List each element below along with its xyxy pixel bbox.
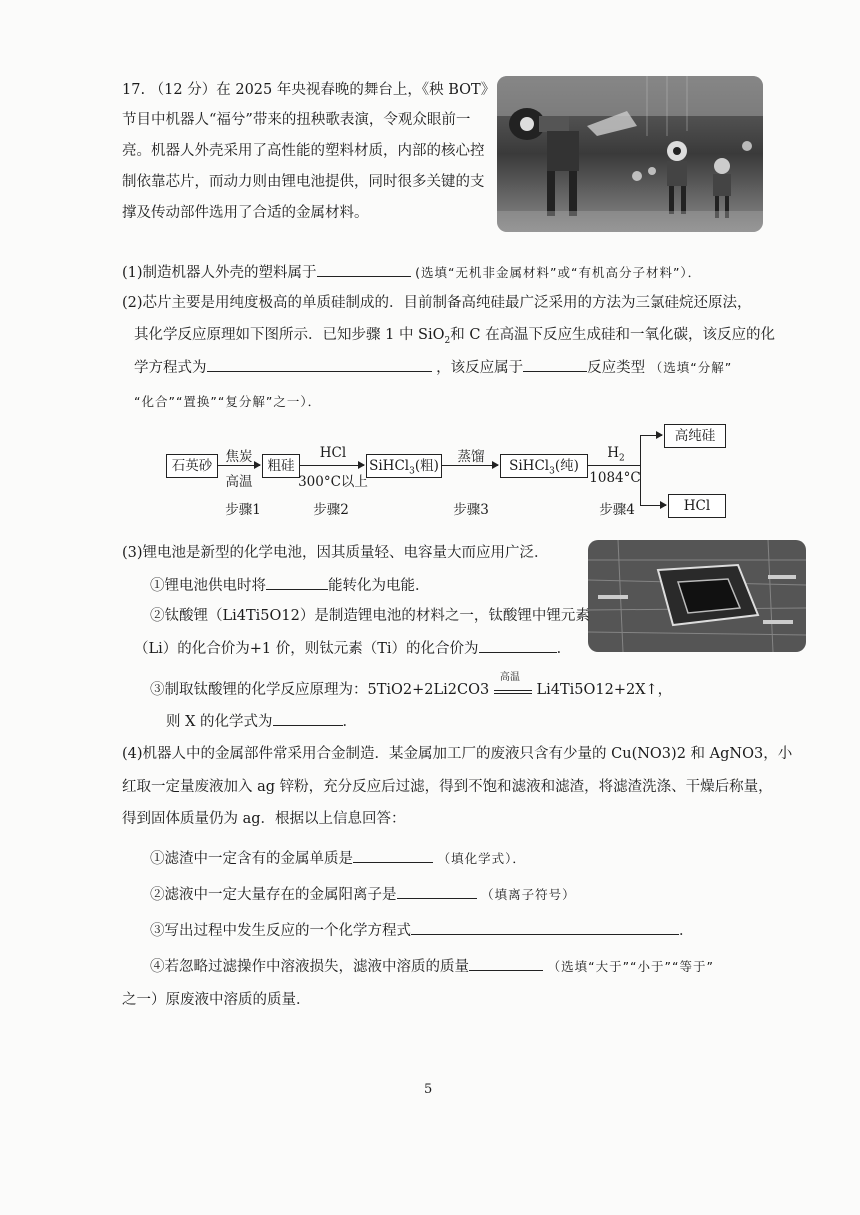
flow-box-hcl: HCl: [668, 494, 726, 518]
flow-label-300c: 300°C以上: [298, 474, 368, 490]
q4-item-1a: ①滤渣中一定含有的金属单质是: [150, 851, 353, 867]
q4-residue-metal-blank[interactable]: [353, 848, 433, 863]
q3-item-2b: （Li）的化合价为+1 价，则钛元素（Ti）的化合价为: [134, 641, 479, 657]
q2-line-2a: 其化学反应原理如下图所示．已知步骤 1 中 SiO: [134, 327, 445, 343]
q2-line-3a: 学方程式为: [134, 360, 207, 376]
q4-equation-blank[interactable]: [411, 920, 679, 935]
q3-item-1b: 能转化为电能．: [328, 578, 430, 594]
flow-step-3: 步骤3: [453, 502, 489, 518]
q3-item-3b: Li4Ti5O12+2X↑，: [536, 682, 673, 698]
flow-line-4: [588, 465, 640, 466]
q3-item-1a: ①锂电池供电时将: [150, 578, 266, 594]
q3-item-3: [150, 672, 673, 700]
q3-item-1: [150, 575, 430, 596]
flow-label-distill: 蒸馏: [457, 449, 485, 465]
q3-item-2-line1: ②钛酸锂（Li4Ti5O12）是制造锂电池的材料之一，钛酸锂中锂元素: [150, 608, 590, 624]
intro-line-3: 亮。机器人外壳采用了高性能的塑料材质，内部的核心控: [122, 143, 485, 159]
q4-item-2: [150, 884, 576, 905]
q4-line-2: 红取一定量废液加入 ag 锌粉，充分反应后过滤，得到不饱和滤液和滤渣，将滤渣洗涤、干燥后称量，: [122, 779, 773, 795]
q4-item-1: [150, 848, 526, 869]
q4-item-3: ③写出过程中发生反应的一个化学方程式 ．: [150, 920, 694, 941]
robot-stage-photo: [497, 76, 763, 232]
q2-hint-1: （选填“分解”: [649, 360, 733, 375]
chip-photo: [588, 540, 806, 652]
intro-line-4: 制依靠芯片，而动力则由锂电池提供，同时很多关键的支: [122, 174, 485, 190]
q3-energy-blank[interactable]: [266, 575, 328, 590]
flow-arrow-1: [218, 465, 260, 466]
q3-ti-valence-blank[interactable]: [479, 638, 557, 653]
flow-label-hcl: HCl: [319, 445, 347, 461]
flow-label-h2: $H_2$: [607, 445, 625, 464]
flow-label-coke: 焦炭: [225, 449, 253, 465]
q3-item-4: 则 X 的化学式为 ．: [166, 711, 357, 732]
flow-step-2: 步骤2: [313, 502, 349, 518]
q4-item-1-hint: （填化学式）．: [437, 851, 526, 866]
intro-line-2: 节目中机器人“福兮”带来的扭秧歌表演，令观众眼前一: [122, 112, 471, 128]
q3-item-2-line2: （Li）的化合价为+1 价，则钛元素（Ti）的化合价为 ．: [134, 638, 571, 659]
q1-text: (1)制造机器人外壳的塑料属于: [122, 265, 317, 281]
intro-line-5: 撑及传动部件选用了合适的金属材料。: [122, 205, 369, 221]
q3-condition-label: 高温: [499, 672, 520, 683]
flow-box-crude-silicon: 粗硅: [262, 454, 300, 478]
q2-line-2b: 和 C 在高温下反应生成硅和一氧化碳，该反应的化: [450, 327, 776, 343]
q4-item-4-hint: （选填“大于”“小于”“等于”: [547, 959, 714, 974]
q3-item-3a: ③制取钛酸锂的化学反应原理为：5TiO2+2Li2CO3: [150, 682, 490, 698]
flow-label-high-temp: 高温: [225, 474, 253, 490]
q4-item-2-hint: （填离子符号）: [481, 887, 576, 902]
q4-item-4-cont: 之一）原废液中溶质的质量．: [122, 992, 311, 1008]
flow-arrow-2: [300, 465, 364, 466]
q4-line-3: 得到固体质量仍为 ag．根据以上信息回答：: [122, 811, 406, 827]
q4-solute-mass-blank[interactable]: [469, 956, 543, 971]
q2-line-3c: 反应类型: [587, 360, 646, 376]
q1-hint: (选填“无机非金属材料”或“有机高分子材料”）．: [415, 265, 702, 280]
flow-box-quartz-sand: 石英砂: [166, 454, 218, 478]
page-number: 5: [424, 1082, 433, 1097]
flow-arrow-to-hcl: [640, 505, 666, 506]
q2-line-3b: ，该反应属于: [436, 360, 524, 376]
q4-item-2a: ②滤液中一定大量存在的金属阳离子是: [150, 887, 397, 903]
flow-step-1: 步骤1: [225, 502, 261, 518]
q3-x-formula-blank[interactable]: [273, 711, 343, 726]
q1-answer-blank[interactable]: [317, 262, 411, 277]
q2-line-3: [134, 357, 732, 378]
q2-hint-2: “化合”“置换”“复分解”之一）．: [134, 394, 322, 409]
q3-line-1: (3)锂电池是新型的化学电池，因其质量轻、电容量大而应用广泛．: [122, 545, 549, 561]
flow-arrow-to-pure-si: [640, 435, 662, 436]
flow-label-1084c: 1084°C: [589, 470, 641, 486]
q2-reaction-type-blank[interactable]: [523, 357, 587, 372]
q1-line: [122, 262, 701, 283]
q4-line-1: (4)机器人中的金属部件常采用合金制造．某金属加工厂的废液只含有少量的 Cu(NO3)2 和 AgNO3，小: [122, 746, 793, 762]
flow-box-sihcl3-pure: SiHCl$_3$(纯): [500, 454, 588, 478]
flow-box-pure-silicon: 高纯硅: [664, 424, 726, 448]
q3-item-4a: 则 X 的化学式为: [166, 714, 273, 730]
flow-arrow-3: [442, 465, 498, 466]
q4-item-3a: ③写出过程中发生反应的一个化学方程式: [150, 923, 411, 939]
q4-cation-blank[interactable]: [397, 884, 477, 899]
flow-step-4: 步骤4: [599, 502, 635, 518]
q2-line-1: (2)芯片主要是用纯度极高的单质硅制成的．目前制备高纯硅最广泛采用的方法为三氯硅烷还原法，: [122, 295, 752, 311]
q2-line-2: 其化学反应原理如下图所示．已知步骤 1 中 SiO$_2$和 C 在高温下反应生成硅和一氧化碳，该反应的化: [134, 327, 776, 346]
q2-equation-blank[interactable]: [207, 357, 432, 372]
q4-item-4: [150, 956, 714, 977]
intro-line-1: 17. （12 分）在 2025 年央视春晚的舞台上，《秧 BOT》: [122, 82, 496, 98]
flow-box-sihcl3-crude: SiHCl$_3$(粗): [366, 454, 442, 478]
q3-high-temp-condition: [494, 672, 532, 694]
q4-item-4a: ④若忽略过滤操作中溶液损失，滤液中溶质的质量: [150, 959, 469, 975]
